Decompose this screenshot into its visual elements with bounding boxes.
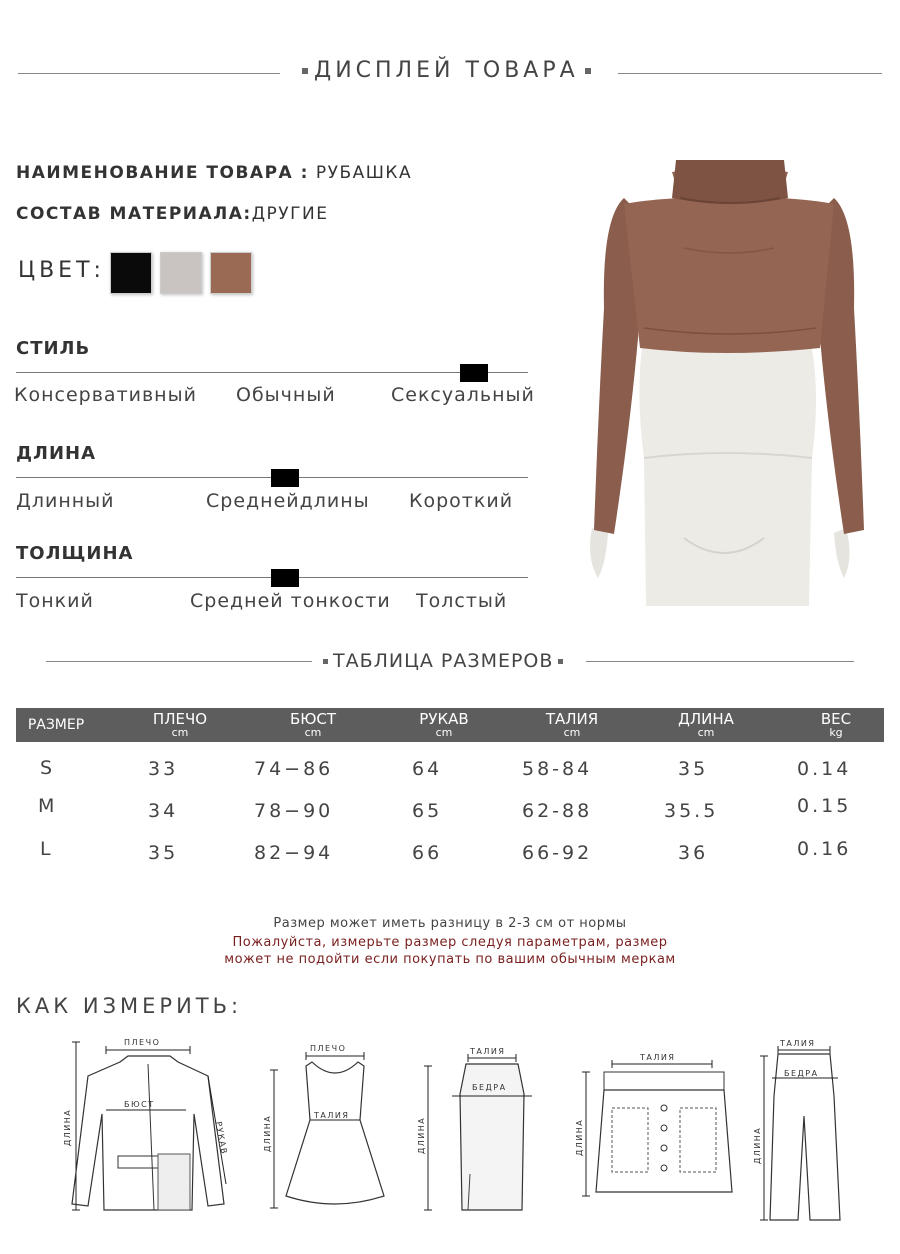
size-table-title bbox=[318, 650, 568, 672]
bullet-square bbox=[585, 68, 591, 74]
col-length-unit: cm bbox=[697, 726, 715, 739]
shirt-sleeve-label: РУКАВ bbox=[214, 1120, 229, 1156]
scale-marker-style bbox=[460, 364, 488, 382]
product-name-row bbox=[16, 163, 412, 183]
length-option-medium: Среднейдлины bbox=[206, 490, 370, 512]
cell-sleeve: 64 bbox=[412, 758, 443, 780]
col-sleeve-label: РУКАВ bbox=[419, 710, 469, 728]
product-name-value: РУБАШКА bbox=[315, 163, 413, 183]
how-to-measure-title: КАК ИЗМЕРИТЬ: bbox=[16, 994, 243, 1018]
measure-warning-line2: может не подойти если покупать по вашим обычным меркам bbox=[224, 952, 676, 967]
shorts-length-label: ДЛИНА bbox=[575, 1118, 584, 1156]
pants-waist-label: ТАЛИЯ bbox=[780, 1039, 816, 1048]
bullet-square bbox=[323, 659, 328, 664]
thickness-option-medium: Средней тонкости bbox=[190, 590, 391, 612]
cell-size: S bbox=[40, 757, 56, 779]
col-length bbox=[666, 708, 746, 742]
col-weight-label: ВЕС bbox=[820, 710, 852, 728]
cell-waist: 58-84 bbox=[522, 758, 593, 780]
shirt-length-label: ДЛИНА bbox=[63, 1108, 72, 1146]
cell-size: L bbox=[40, 838, 54, 860]
style-option-sexy: Сексуальный bbox=[391, 384, 535, 406]
cell-bust: 78−90 bbox=[254, 800, 334, 822]
header-line-left bbox=[18, 73, 280, 74]
shirt-shoulder-label: ПЛЕЧО bbox=[124, 1038, 161, 1047]
cell-bust: 74−86 bbox=[254, 758, 334, 780]
scale-title-length: ДЛИНА bbox=[16, 443, 97, 464]
cell-length: 35.5 bbox=[664, 800, 719, 822]
cell-sleeve: 65 bbox=[412, 800, 443, 822]
cell-shoulder: 33 bbox=[148, 758, 179, 780]
col-size bbox=[16, 708, 96, 742]
size-note: Размер может иметь разницу в 2-3 см от нормы bbox=[273, 916, 627, 931]
material-value: ДРУГИЕ bbox=[251, 204, 329, 224]
cell-length: 36 bbox=[678, 842, 709, 864]
dress-diagram bbox=[260, 1040, 410, 1220]
col-weight bbox=[796, 708, 876, 742]
skirt-length-label: ДЛИНА bbox=[417, 1116, 426, 1154]
measure-warning-line1: Пожалуйста, измерьте размер следуя параметрам, размер bbox=[232, 935, 668, 950]
col-waist-label: ТАЛИЯ bbox=[545, 710, 599, 728]
skirt-hips-label: БЕДРА bbox=[472, 1083, 507, 1092]
page-title-text: ДИСПЛЕЙ ТОВАРА bbox=[314, 58, 579, 83]
col-bust bbox=[273, 708, 353, 742]
cell-weight: 0.14 bbox=[797, 758, 852, 780]
cell-bust: 82−94 bbox=[254, 842, 334, 864]
thickness-option-thin: Тонкий bbox=[16, 590, 94, 612]
scale-marker-thickness bbox=[271, 569, 299, 587]
col-size-label: РАЗМЕР bbox=[27, 717, 85, 733]
scale-title-thickness: ТОЛЩИНА bbox=[16, 543, 134, 564]
bullet-square bbox=[558, 659, 563, 664]
size-table-title-text: ТАБЛИЦА РАЗМЕРОВ bbox=[333, 650, 554, 672]
dress-shoulder-label: ПЛЕЧО bbox=[310, 1044, 347, 1053]
col-weight-unit: kg bbox=[829, 726, 843, 739]
cell-waist: 62-88 bbox=[522, 800, 593, 822]
skirt-diagram bbox=[412, 1044, 552, 1216]
col-bust-label: БЮСТ bbox=[289, 710, 337, 728]
cell-shoulder: 35 bbox=[148, 842, 179, 864]
shirt-bust-label: БЮСТ bbox=[124, 1100, 155, 1109]
col-bust-unit: cm bbox=[304, 726, 322, 739]
cell-waist: 66-92 bbox=[522, 842, 593, 864]
scale-marker-length bbox=[271, 469, 299, 487]
product-name-label: НАИМЕНОВАНИЕ ТОВАРА : bbox=[16, 163, 309, 183]
color-swatch-brown[interactable] bbox=[210, 252, 252, 294]
col-shoulder-unit: cm bbox=[171, 726, 189, 739]
cell-length: 35 bbox=[678, 758, 709, 780]
pants-diagram bbox=[748, 1036, 868, 1226]
product-photo bbox=[584, 158, 874, 606]
size-header-line-left bbox=[46, 661, 312, 662]
col-length-label: ДЛИНА bbox=[678, 710, 734, 728]
col-shoulder-label: ПЛЕЧО bbox=[152, 710, 208, 728]
skirt-waist-label: ТАЛИЯ bbox=[470, 1047, 506, 1056]
material-label: СОСТАВ МАТЕРИАЛА: bbox=[16, 204, 252, 224]
material-row bbox=[16, 204, 328, 224]
col-sleeve bbox=[404, 708, 484, 742]
cell-weight: 0.15 bbox=[797, 795, 852, 817]
scale-title-style: СТИЛЬ bbox=[16, 338, 91, 359]
color-swatch-gray[interactable] bbox=[160, 252, 202, 294]
cell-sleeve: 66 bbox=[412, 842, 443, 864]
col-waist bbox=[532, 708, 612, 742]
length-option-short: Короткий bbox=[409, 490, 514, 512]
bullet-square bbox=[302, 68, 308, 74]
color-swatch-black[interactable] bbox=[110, 252, 152, 294]
length-option-long: Длинный bbox=[16, 490, 115, 512]
size-table-header bbox=[16, 708, 884, 742]
pants-hips-label: БЕДРА bbox=[784, 1069, 819, 1078]
shirt-diagram bbox=[58, 1034, 238, 1218]
scale-line-style bbox=[16, 372, 528, 373]
cell-size: M bbox=[38, 795, 58, 817]
dress-length-label: ДЛИНА bbox=[263, 1114, 272, 1152]
col-waist-unit: cm bbox=[563, 726, 581, 739]
thickness-option-thick: Толстый bbox=[416, 590, 508, 612]
style-option-normal: Обычный bbox=[236, 384, 336, 406]
color-label: ЦВЕТ: bbox=[18, 258, 105, 283]
size-header-line-right bbox=[586, 661, 854, 662]
col-sleeve-unit: cm bbox=[435, 726, 453, 739]
header-line-right bbox=[618, 73, 882, 74]
shorts-waist-label: ТАЛИЯ bbox=[640, 1053, 676, 1062]
shorts-diagram bbox=[572, 1048, 742, 1204]
pants-length-label: ДЛИНА bbox=[753, 1126, 762, 1164]
col-shoulder bbox=[140, 708, 220, 742]
page-title bbox=[296, 58, 597, 83]
cell-weight: 0.16 bbox=[797, 838, 852, 860]
dress-waist-label: ТАЛИЯ bbox=[314, 1111, 350, 1120]
cell-shoulder: 34 bbox=[148, 800, 179, 822]
style-option-conservative: Консервативный bbox=[14, 384, 197, 406]
